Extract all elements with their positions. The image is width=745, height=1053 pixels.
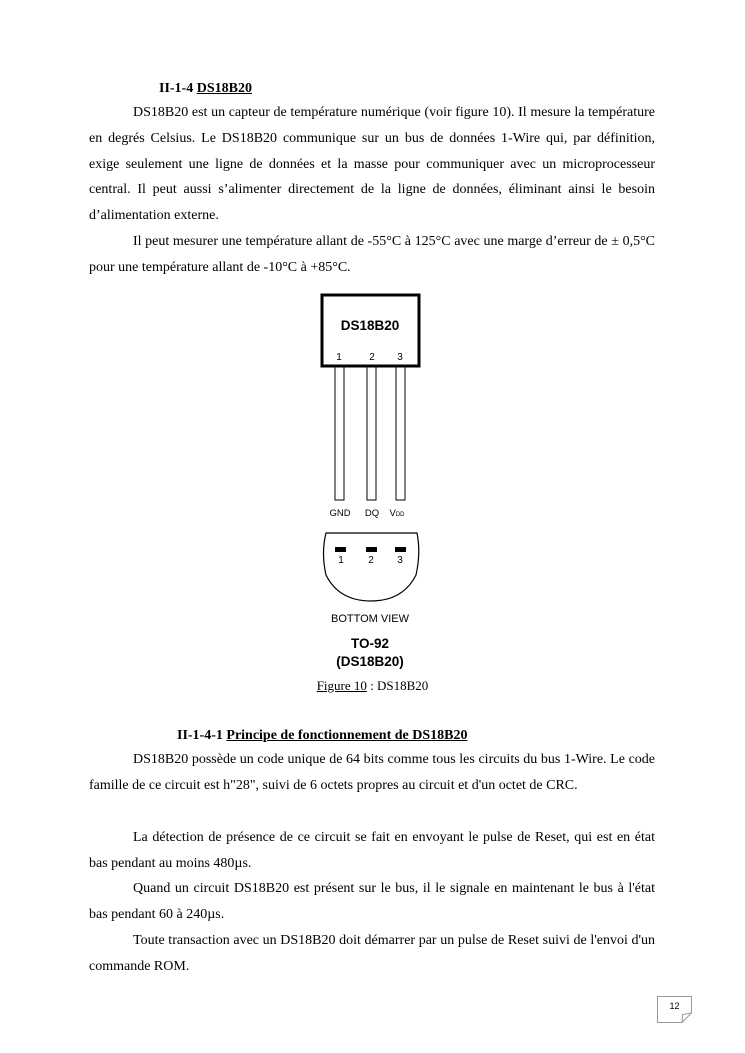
paragraph: DS18B20 possède un code unique de 64 bits comme tous les circuits du bus 1-Wire. Le code famille de ce circuit est h"28", suivi de 6 octets propres au circuit et d'un octet de CRC.	[89, 752, 655, 793]
caption-label: Figure 10	[316, 678, 367, 693]
section-title: DS18B20	[196, 81, 252, 96]
bottom-view-label: BOTTOM VIEW	[330, 613, 410, 625]
top-pin-number: 1	[336, 352, 342, 363]
pin-name-vdd-subscript: DD	[395, 512, 405, 518]
section-number: II-1-4	[159, 81, 194, 96]
figure-caption	[200, 678, 545, 694]
paragraph: Il peut mesurer une température allant de -55°C à 125°C avec une marge d’erreur de ± 0,5°C pour une température allant de -10°C à +85°C.	[89, 234, 655, 275]
page-number-box	[657, 996, 692, 1023]
bottom-pin-number: 3	[397, 555, 403, 566]
paragraph: Quand un circuit DS18B20 est présent sur le bus, il le signale en maintenant le bus à l'état bas pendant 60 à 240µs.	[89, 881, 655, 922]
chip-label: DS18B20	[340, 318, 400, 333]
pin-name-vdd-main: V	[389, 508, 396, 519]
pin-name-gnd: GND	[329, 508, 351, 519]
to92-package-diagram	[300, 290, 450, 675]
page-number: 12	[669, 1001, 680, 1011]
top-pin-number: 2	[369, 352, 375, 363]
pin-lead-dq	[367, 367, 376, 500]
ds18b20-figure	[300, 290, 450, 675]
bottom-view-outline	[324, 533, 419, 601]
package-label: TO-92	[350, 636, 390, 651]
bottom-pin-mark	[335, 547, 346, 552]
bottom-pin-number: 1	[338, 555, 344, 566]
caption-text: : DS18B20	[366, 678, 429, 693]
pin-lead-vdd	[396, 367, 405, 500]
subsection-heading	[177, 727, 468, 745]
top-pin-number: 3	[397, 352, 403, 363]
package-sub-label: (DS18B20)	[336, 654, 404, 669]
paragraph: DS18B20 est un capteur de température numérique (voir figure 10). Il mesure la température en degrés Celsius. Le DS18B20 communique sur un bus de données 1-Wire qui, par définition, exige seulement une ligne de données et la masse pour communiquer avec un microprocesseur central. Il peut aussi s’alimenter directement de la ligne de données, éliminant ainsi le besoin d’alimentation externe.	[89, 105, 655, 224]
section-heading	[159, 80, 252, 98]
bottom-pin-mark	[366, 547, 377, 552]
pin-name-vdd	[389, 508, 405, 519]
subsection-number: II-1-4-1	[177, 728, 223, 743]
pin-name-dq: DQ	[364, 508, 380, 519]
bottom-pin-mark	[395, 547, 406, 552]
paragraph: Toute transaction avec un DS18B20 doit démarrer par un pulse de Reset suivi de l'envoi d'un commande ROM.	[89, 933, 655, 974]
bottom-pin-number: 2	[368, 555, 374, 566]
paragraph: La détection de présence de ce circuit se fait en envoyant le pulse de Reset, qui est en état bas pendant au moins 480µs.	[89, 830, 655, 871]
pin-lead-gnd	[335, 367, 344, 500]
subsection-title: Principe de fonctionnement de DS18B20	[226, 728, 468, 743]
